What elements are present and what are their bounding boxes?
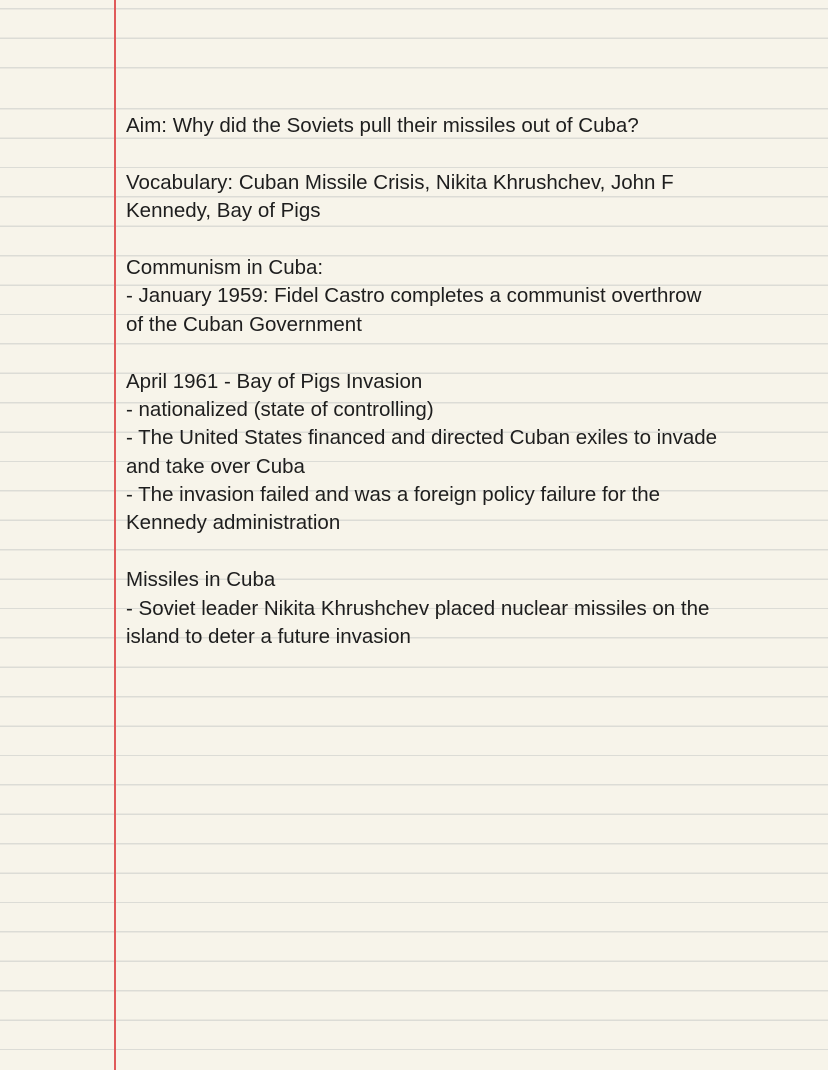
margin-line [114,0,116,1070]
communism-line: - January 1959: Fidel Castro completes a communist overthrow [126,284,702,308]
communism-heading: Communism in Cuba: [126,255,324,279]
communism-line: of the Cuban Government [126,312,362,336]
blank-line [126,339,826,367]
vocabulary-line: Vocabulary: Cuban Missile Crisis, Nikita Khrushchev, John F [126,170,674,194]
vocabulary-line: Kennedy, Bay of Pigs [126,199,321,223]
blank-line [126,140,826,168]
missiles-heading: Missiles in Cuba [126,568,276,592]
bay-of-pigs-line: Kennedy administration [126,511,341,535]
missiles-line: - Soviet leader Nikita Khrushchev placed nuclear missiles on the [126,596,710,620]
notes-body[interactable] [126,112,826,651]
bay-of-pigs-line: - The invasion failed and was a foreign policy failure for the [126,483,661,507]
blank-line [126,538,826,566]
bay-of-pigs-line: - nationalized (state of controlling) [126,397,434,421]
blank-line [126,226,826,254]
bay-of-pigs-heading: April 1961 - Bay of Pigs Invasion [126,369,423,393]
missiles-line: island to deter a future invasion [126,625,411,649]
bay-of-pigs-line: - The United States financed and directed Cuban exiles to invade [126,426,718,450]
bay-of-pigs-line: and take over Cuba [126,454,305,478]
aim-line: Aim: Why did the Soviets pull their missiles out of Cuba? [126,114,639,137]
